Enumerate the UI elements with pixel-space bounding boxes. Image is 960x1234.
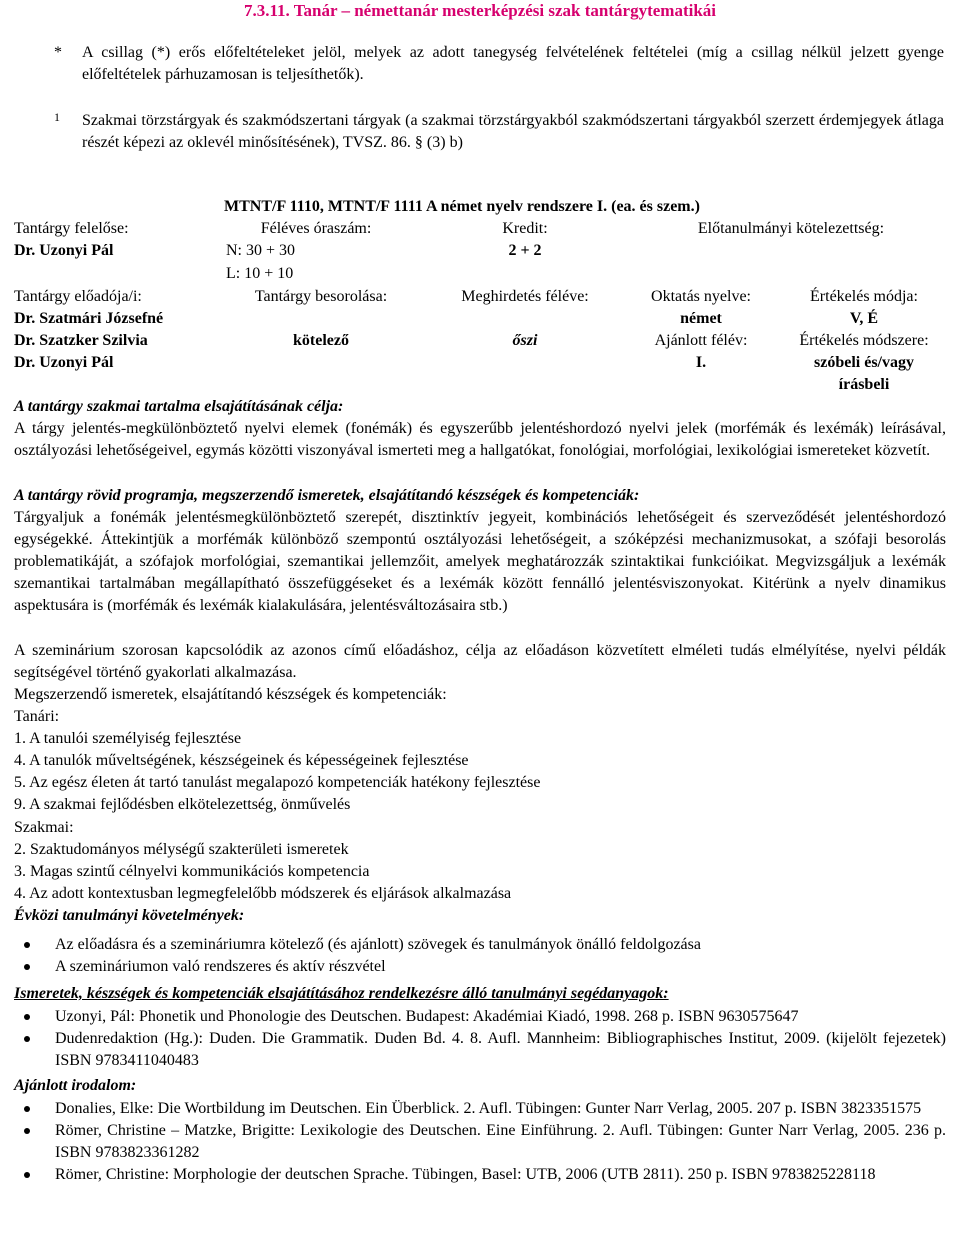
list-item: Römer, Christine – Matzke, Brigitte: Lexikologie des Deutschen. Eine Einführung. 2. Aufl. Tübingen: Gunter Narr Verlag, 2005. 236 p. ISBN 9783823361282: [14, 1120, 946, 1164]
footnote-text: A csillag (*) erős előfeltételeket jelöl, melyek az adott tanegység felvételének feltételei (míg a csillag nélkül jelzett gyenge előfeltételek párhuzamosan is teljesíthetők).: [82, 44, 944, 83]
responsible-label: Tantárgy felelőse:: [14, 220, 129, 237]
hours-n: N: 30 + 30: [226, 242, 296, 259]
competences-intro: Megszerzendő ismeretek, elsajátítandó készségek és kompetenciák:: [14, 686, 447, 703]
materials-list: [14, 1006, 946, 1072]
lecturer-name: Dr. Szatmári Józsefné: [14, 310, 164, 327]
list-item: Donalies, Elke: Die Wortbildung im Deutschen. Ein Überblick. 2. Aufl. Tübingen: Gunter Narr Verlag, 2005. 207 p. ISBN 3823351575: [14, 1098, 946, 1120]
language-value: német: [680, 310, 722, 327]
requirements-heading: Évközi tanulmányi követelmények:: [14, 907, 245, 924]
hours-l: L: 10 + 10: [226, 265, 294, 282]
literature-heading: Ajánlott irodalom:: [14, 1077, 137, 1094]
classification-label: Tantárgy besorolása:: [254, 288, 388, 305]
recommended-semester-value: I.: [695, 354, 707, 371]
hours-label: Féléves óraszám:: [260, 220, 372, 237]
footnote-text: Szakmai törzstárgyak és szakmódszertani tárgyak (a szakmai törzstárgyakból szakmódszertani tárgyakból szerzett érdemjegyek átlaga részét képezi az oklevél minősítésének), TVSZ. 86. § (3) b): [82, 112, 944, 151]
list-item: Az előadásra és a szemináriumra kötelező (és ajánlott) szövegek és tanulmányok önálló feldolgozása: [14, 934, 946, 956]
assessment-method-label: Értékelés módszere:: [799, 332, 929, 349]
bullet-icon: [24, 1128, 30, 1134]
materials-heading: Ismeretek, készségek és kompetenciák elsajátításához rendelkezésre álló tanulmányi segédanyagok:: [14, 985, 669, 1002]
footnote-mark: 1: [54, 110, 60, 124]
prerequisite-label: Előtanulmányi kötelezettség:: [697, 220, 885, 237]
semester-value: őszi: [512, 332, 538, 349]
list-item: Römer, Christine: Morphologie der deutschen Sprache. Tübingen, Basel: UTB, 2006 (UTB 2811). 250 p. ISBN 9783825228118: [14, 1164, 946, 1186]
semester-label: Meghirdetés féléve:: [461, 288, 589, 305]
credit-label: Kredit:: [502, 220, 548, 237]
competence-item: 3. Magas szintű célnyelvi kommunikációs kompetencia: [14, 863, 370, 880]
credit-value: 2 + 2: [508, 242, 542, 259]
aim-text: A tárgy jelentés-megkülönböztető nyelvi elemek (fonémák) és egyszerűbb jelentéshordozó nyelvi jelek (morfémák és lexémák) leírásával, osztályozási lehetőségeivel, egymás közötti viszonyával ismerteti meg a hallgatókat, fonológiai, morfológiai, lexikológiai ismereteket közvetít.: [14, 420, 946, 459]
competence-item: 5. Az egész életen át tartó tanulást megalapozó kompetenciák hatékony fejlesztése: [14, 774, 541, 791]
bullet-icon: [24, 1106, 30, 1112]
competence-item: 1. A tanulói személyiség fejlesztése: [14, 730, 242, 747]
document-title: 7.3.11. Tanár – némettanár mesterképzési szak tantárgytematikái: [243, 1, 717, 20]
competence-item: 9. A szakmai fejlődésben elkötelezettség, önművelés: [14, 796, 351, 813]
list-item: Uzonyi, Pál: Phonetik und Phonologie des Deutschen. Budapest: Akadémiai Kiadó, 1998. 268 p. ISBN 9630575647: [14, 1006, 946, 1028]
footnote-mark: *: [54, 44, 62, 61]
bullet-icon: [24, 1036, 30, 1042]
lecturers-label: Tantárgy előadója/i:: [14, 288, 142, 305]
program-paragraph: Tárgyaljuk a fonémák jelentésmegkülönböztető szerepét, disztinktív jegyeit, kombinációs lehetőségeit és szerveződését jelentéshordozó egységekké. Áttekintjük a morfémák különböző szempontú osztályozási lehetőségeit, a szóképzési mechanizmusokat, a szófaji besorolás problematikáját, a szófajok morfológiai, szemantikai jellemzőit, amelyek meghatározzák szintaktikai funkcióikat. Megvizsgáljuk a lexémák szemantikai tartalmában megállapítható összefüggéseket és a lexémák között fennálló jelentésviszonyokat. Kitérünk a nyelv dinamikus aspektusára is (morfémák és lexémák kialakulására, jelentésváltozásaira stb.): [14, 509, 946, 614]
assessment-method-value: szóbeli és/vagy: [814, 354, 914, 371]
program-heading: A tantárgy rövid programja, megszerzendő ismeretek, elsajátítandó készségek és kompetenciák:: [14, 487, 640, 504]
competence-item: 4. Az adott kontextusban legmegfelelőbb módszerek és eljárások alkalmazása: [14, 885, 512, 902]
lecturer-name: Dr. Szatzker Szilvia: [14, 332, 148, 349]
lecturer-name: Dr. Uzonyi Pál: [14, 354, 114, 371]
list-item: A szemináriumon való rendszeres és aktív részvétel: [14, 956, 946, 978]
competence-item: 4. A tanulók műveltségének, készségeinek és képességeinek fejlesztése: [14, 752, 469, 769]
competence-item: 2. Szaktudományos mélységű szakterületi ismeretek: [14, 841, 349, 858]
footnote-1: [14, 110, 944, 154]
course-title: MTNT/F 1110, MTNT/F 1111 A német nyelv rendszere I. (ea. és szem.): [224, 198, 700, 215]
assessment-value: V, É: [849, 310, 879, 327]
bullet-icon: [24, 1172, 30, 1178]
bullet-icon: [24, 942, 30, 948]
classification-value: kötelező: [293, 332, 349, 349]
requirements-list: [14, 934, 946, 978]
assessment-label: Értékelés módja:: [810, 288, 918, 305]
teacher-competences-label: Tanári:: [14, 708, 60, 725]
literature-list: [14, 1098, 946, 1186]
seminar-paragraph: A szeminárium szorosan kapcsolódik az azonos című előadáshoz, célja az előadáson közvetített elméleti tudás elmélyítése, nyelvi példák segítségével történő gyakorlati alkalmazása.: [14, 642, 946, 681]
bullet-icon: [24, 1014, 30, 1020]
language-label: Oktatás nyelve:: [651, 288, 751, 305]
list-item: Dudenredaktion (Hg.): Duden. Die Grammatik. Duden Bd. 4. 8. Aufl. Mannheim: Bibliographisches Institut, 2009. (kijelölt fejezetek) ISBN 9783411040483: [14, 1028, 946, 1072]
assessment-method-value: írásbeli: [838, 376, 890, 393]
bullet-icon: [24, 964, 30, 970]
responsible-name: Dr. Uzonyi Pál: [14, 242, 114, 259]
footnote-asterisk: [14, 42, 944, 86]
professional-competences-label: Szakmai:: [14, 819, 74, 836]
recommended-semester-label: Ajánlott félév:: [654, 332, 748, 349]
aim-heading: A tantárgy szakmai tartalma elsajátításának célja:: [14, 398, 344, 415]
